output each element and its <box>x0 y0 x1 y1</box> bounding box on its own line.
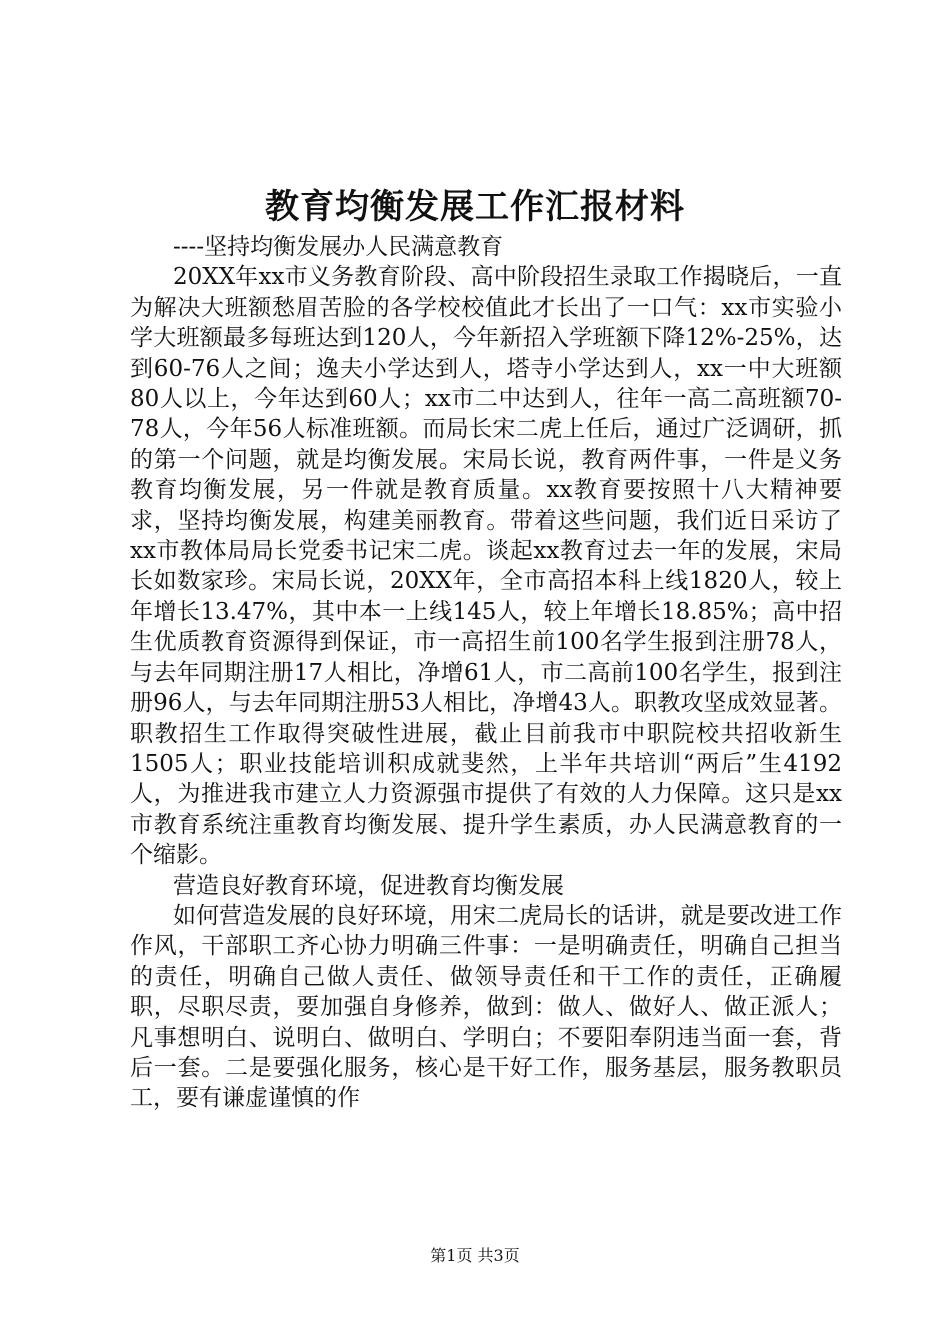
section-heading: 营造良好教育环境，促进教育均衡发展 <box>173 872 564 899</box>
document-title: 教育均衡发展工作汇报材料 <box>265 187 685 227</box>
page-footer: 第1页 共3页 <box>430 1246 520 1265</box>
document-body <box>130 232 842 1114</box>
document-subtitle: ----坚持均衡发展办人民满意教育 <box>173 234 504 260</box>
paragraph: 如何营造发展的良好环境，用宋二虎局长的话讲，就是要改进工作作风，干部职工齐心协力明确三件事：一是明确责任，明确自己担当的责任，明确自己做人责任、做领导责任和干工作的责任，正确履职，尽职尽责，要加强自身修养，做到：做人、做好人、做正派人；凡事想明白、说明白、做明白、学明白；不要阳奉阴违当面一套，背后一套。二是要强化服务，核心是干好工作，服务基层，服务教职员工，要有谦虚谨慎的作 <box>130 902 842 1112</box>
paragraph: 20XX年xx市义务教育阶段、高中阶段招生录取工作揭晓后，一直为解决大班额愁眉苦脸的各学校校值此才长出了一口气：xx市实验小学大班额最多每班达到120人，今年新招入学班额下降12%-25%，达到60-76人之间；逸夫小学达到人，塔寺小学达到人，xx一中大班额80人以上，今年达到60人；xx市二中达到人，往年一高二高班额70-78人，今年56人标准班额。而局长宋二虎上任后，通过广泛调研，抓的第一个问题，就是均衡发展。宋局长说，教育两件事，一件是义务教育均衡发展，另一件就是教育质量。xx教育要按照十八大精神要求，坚持均衡发展，构建美丽教育。带着这些问题，我们近日采访了xx市教体局局长党委书记宋二虎。谈起xx教育过去一年的发展，宋局长如数家珍。宋局长说，20XX年，全市高招本科上线1820人，较上年增长13.47%，其中本一上线145人，较上年增长18.85%；高中招生优质教育资源得到保证，市一高招生前100名学生报到注册78人，与去年同期注册17人相比，净增61人，市二高前100名学生，报到注册96人，与去年同期注册53人相比，净增43人。职教攻坚成效显著。职教招生工作取得突破性进展，截止目前我市中职院校共招收新生1505人；职业技能培训积成就斐然，上半年共培训“两后”生4192人，为推进我市建立人力资源强市提供了有效的人力保障。这只是xx市教育系统注重教育均衡发展、提升学生素质，办人民满意教育的一个缩影。 <box>130 264 842 869</box>
